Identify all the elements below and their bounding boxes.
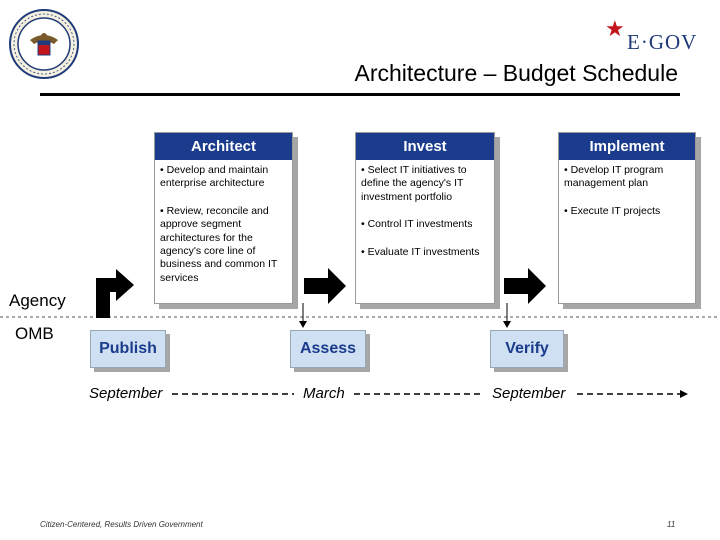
phase-bullet: • Evaluate IT investments — [361, 245, 480, 258]
omb-step-verify: Verify — [490, 330, 564, 368]
arrow-right-icon — [504, 268, 546, 304]
phase-architect — [154, 132, 293, 304]
phase-title: Invest — [356, 133, 494, 160]
phase-title: Implement — [559, 133, 695, 160]
arrow-down-icon — [503, 321, 511, 328]
phase-bullet: • Develop and maintain enterprise architecture — [160, 164, 269, 190]
phase-bullet: • Review, reconcile and approve segment architectures for the agency's core line of business and common IT services — [160, 204, 278, 284]
omb-step-assess: Assess — [290, 330, 366, 368]
phase-implement — [558, 132, 696, 304]
timeline-label: March — [303, 385, 345, 402]
arrow-right-icon — [680, 390, 688, 398]
egov-logo-text: E·GOV — [627, 30, 698, 54]
lane-label-agency: Agency — [9, 291, 66, 310]
arrow-down-icon — [299, 321, 307, 328]
phase-bullet: • Select IT initiatives to define the agency's IT investment portfolio — [361, 164, 467, 203]
timeline-label: September — [492, 385, 566, 402]
phase-bullet: • Execute IT projects — [564, 204, 661, 217]
footer-tagline: Citizen-Centered, Results Driven Government — [40, 520, 203, 529]
timeline-label: September — [89, 385, 163, 402]
arrow-right-icon — [96, 269, 134, 318]
phase-bullet: • Develop IT program management plan — [564, 164, 664, 190]
lane-label-omb: OMB — [15, 324, 54, 343]
phase-bullet: • Control IT investments — [361, 218, 473, 231]
star-icon: ★ — [605, 16, 625, 41]
phase-invest — [355, 132, 495, 304]
omb-step-publish: Publish — [90, 330, 166, 368]
page-title: Architecture – Budget Schedule — [354, 60, 678, 86]
page-number: 11 — [667, 520, 676, 529]
arrow-right-icon — [304, 268, 346, 304]
phase-title: Architect — [155, 133, 292, 160]
